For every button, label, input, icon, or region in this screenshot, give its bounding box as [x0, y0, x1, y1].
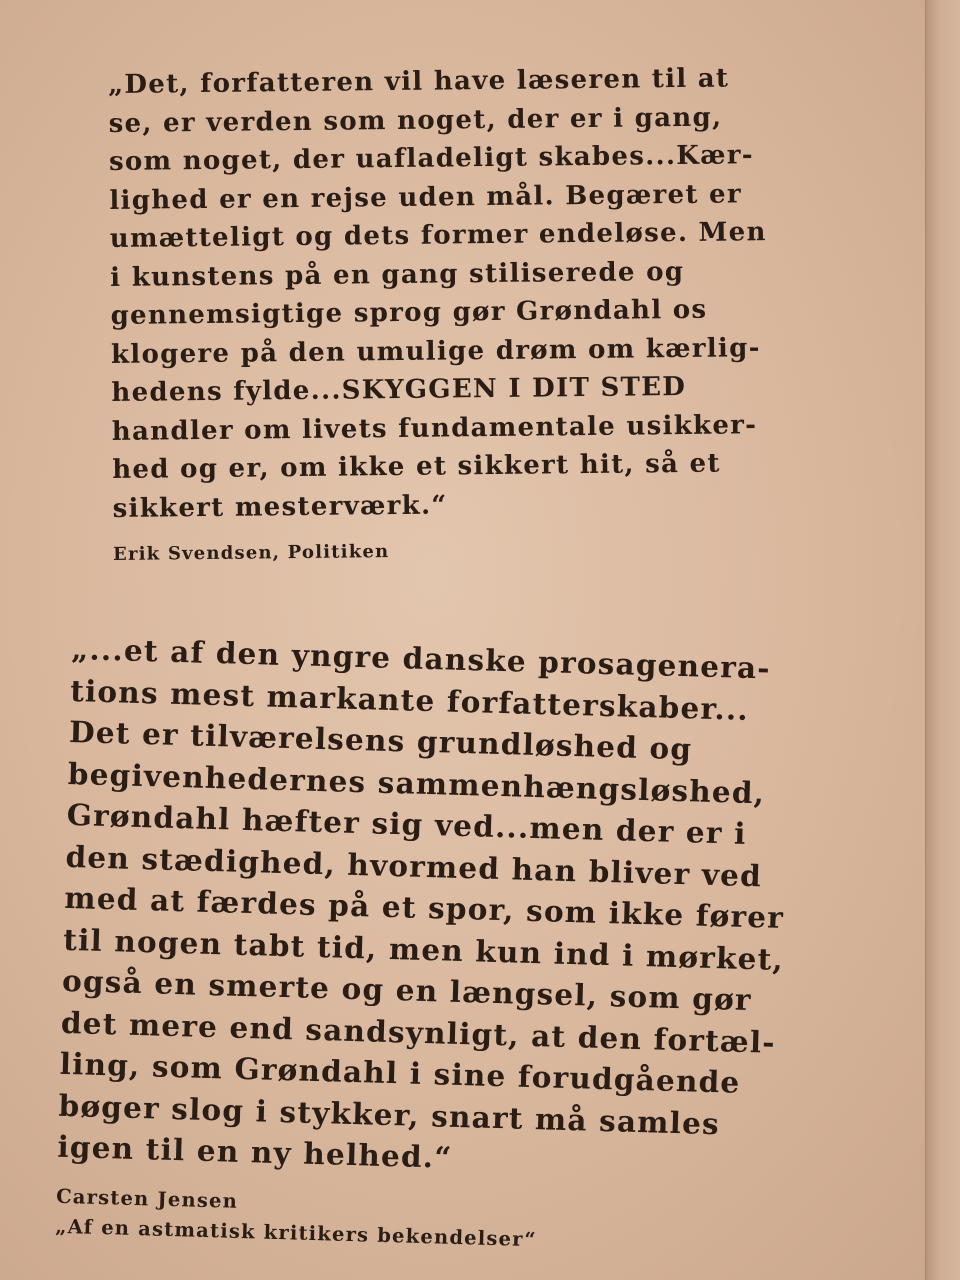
quote-line: „Det, forfatteren vil have læseren til at [108, 63, 730, 100]
quote-line: hedens fylde...SKYGGEN I DIT STED [111, 371, 687, 408]
review-quote-2 [55, 628, 852, 1263]
attribution-author: Carsten Jensen [55, 1184, 239, 1213]
quote-line: umætteligt og dets former endeløse. Men [109, 217, 767, 254]
quote-text [108, 58, 853, 528]
quote-line: se, er verden som noget, der er i gang, [108, 102, 723, 139]
review-attribution [55, 1181, 836, 1263]
quote-line: hed og er, om ikke et sikkert hit, så et [112, 448, 721, 485]
quote-line: som noget, der uafladeligt skabes...Kær- [108, 140, 755, 177]
quote-line: ling, som Grøndahl i sine forudgående [59, 1045, 741, 1100]
quote-line: lighed er en rejse uden mål. Begæret er [109, 178, 743, 216]
attribution-source: „Af en astmatisk kritikers bekendelser“ [54, 1214, 538, 1251]
quote-line: bøger slog i stykker, snart må samles [58, 1087, 721, 1141]
quote-line: den stædighed, hvormed han bliver ved [65, 838, 763, 893]
quote-line: klogere på den umulige drøm om kærlig- [110, 332, 761, 370]
quote-line: til nogen tabt tid, men kun ind i mørket, [62, 921, 785, 977]
attribution-line: Erik Svendsen, Politiken [113, 541, 390, 565]
quote-line: Det er tilværelsens grundløshed og [68, 713, 693, 767]
quote-line: igen til en ny helhed.“ [57, 1128, 453, 1175]
quote-line: med at færdes på et spor, som ikke fører [63, 879, 785, 935]
quote-line: begivenhedernes sammenhængsløshed, [67, 755, 766, 810]
quote-text [57, 628, 852, 1189]
review-attribution [113, 536, 853, 565]
quote-line: det mere end sandsynligt, at den fortæl- [60, 1004, 777, 1060]
review-quote-1 [108, 58, 853, 565]
quote-line: Grøndahl hæfter sig ved...men der er i [66, 796, 748, 851]
quote-line: gennemsigtige sprog gør Grøndahl os [110, 294, 708, 331]
quote-line: sikkert mesterværk.“ [112, 489, 448, 524]
quote-line: i kunstens på en gang stiliserede og [110, 256, 685, 293]
quote-line: tions mest markante forfatterskaber... [69, 672, 750, 727]
quote-line: også en smerte og en længsel, som gør [61, 962, 753, 1018]
page-edge [925, 0, 960, 1280]
quote-line: handler om livets fundamentale usikker- [111, 409, 758, 447]
quote-line: „...et af den yngre danske prosagenera- [70, 630, 772, 686]
